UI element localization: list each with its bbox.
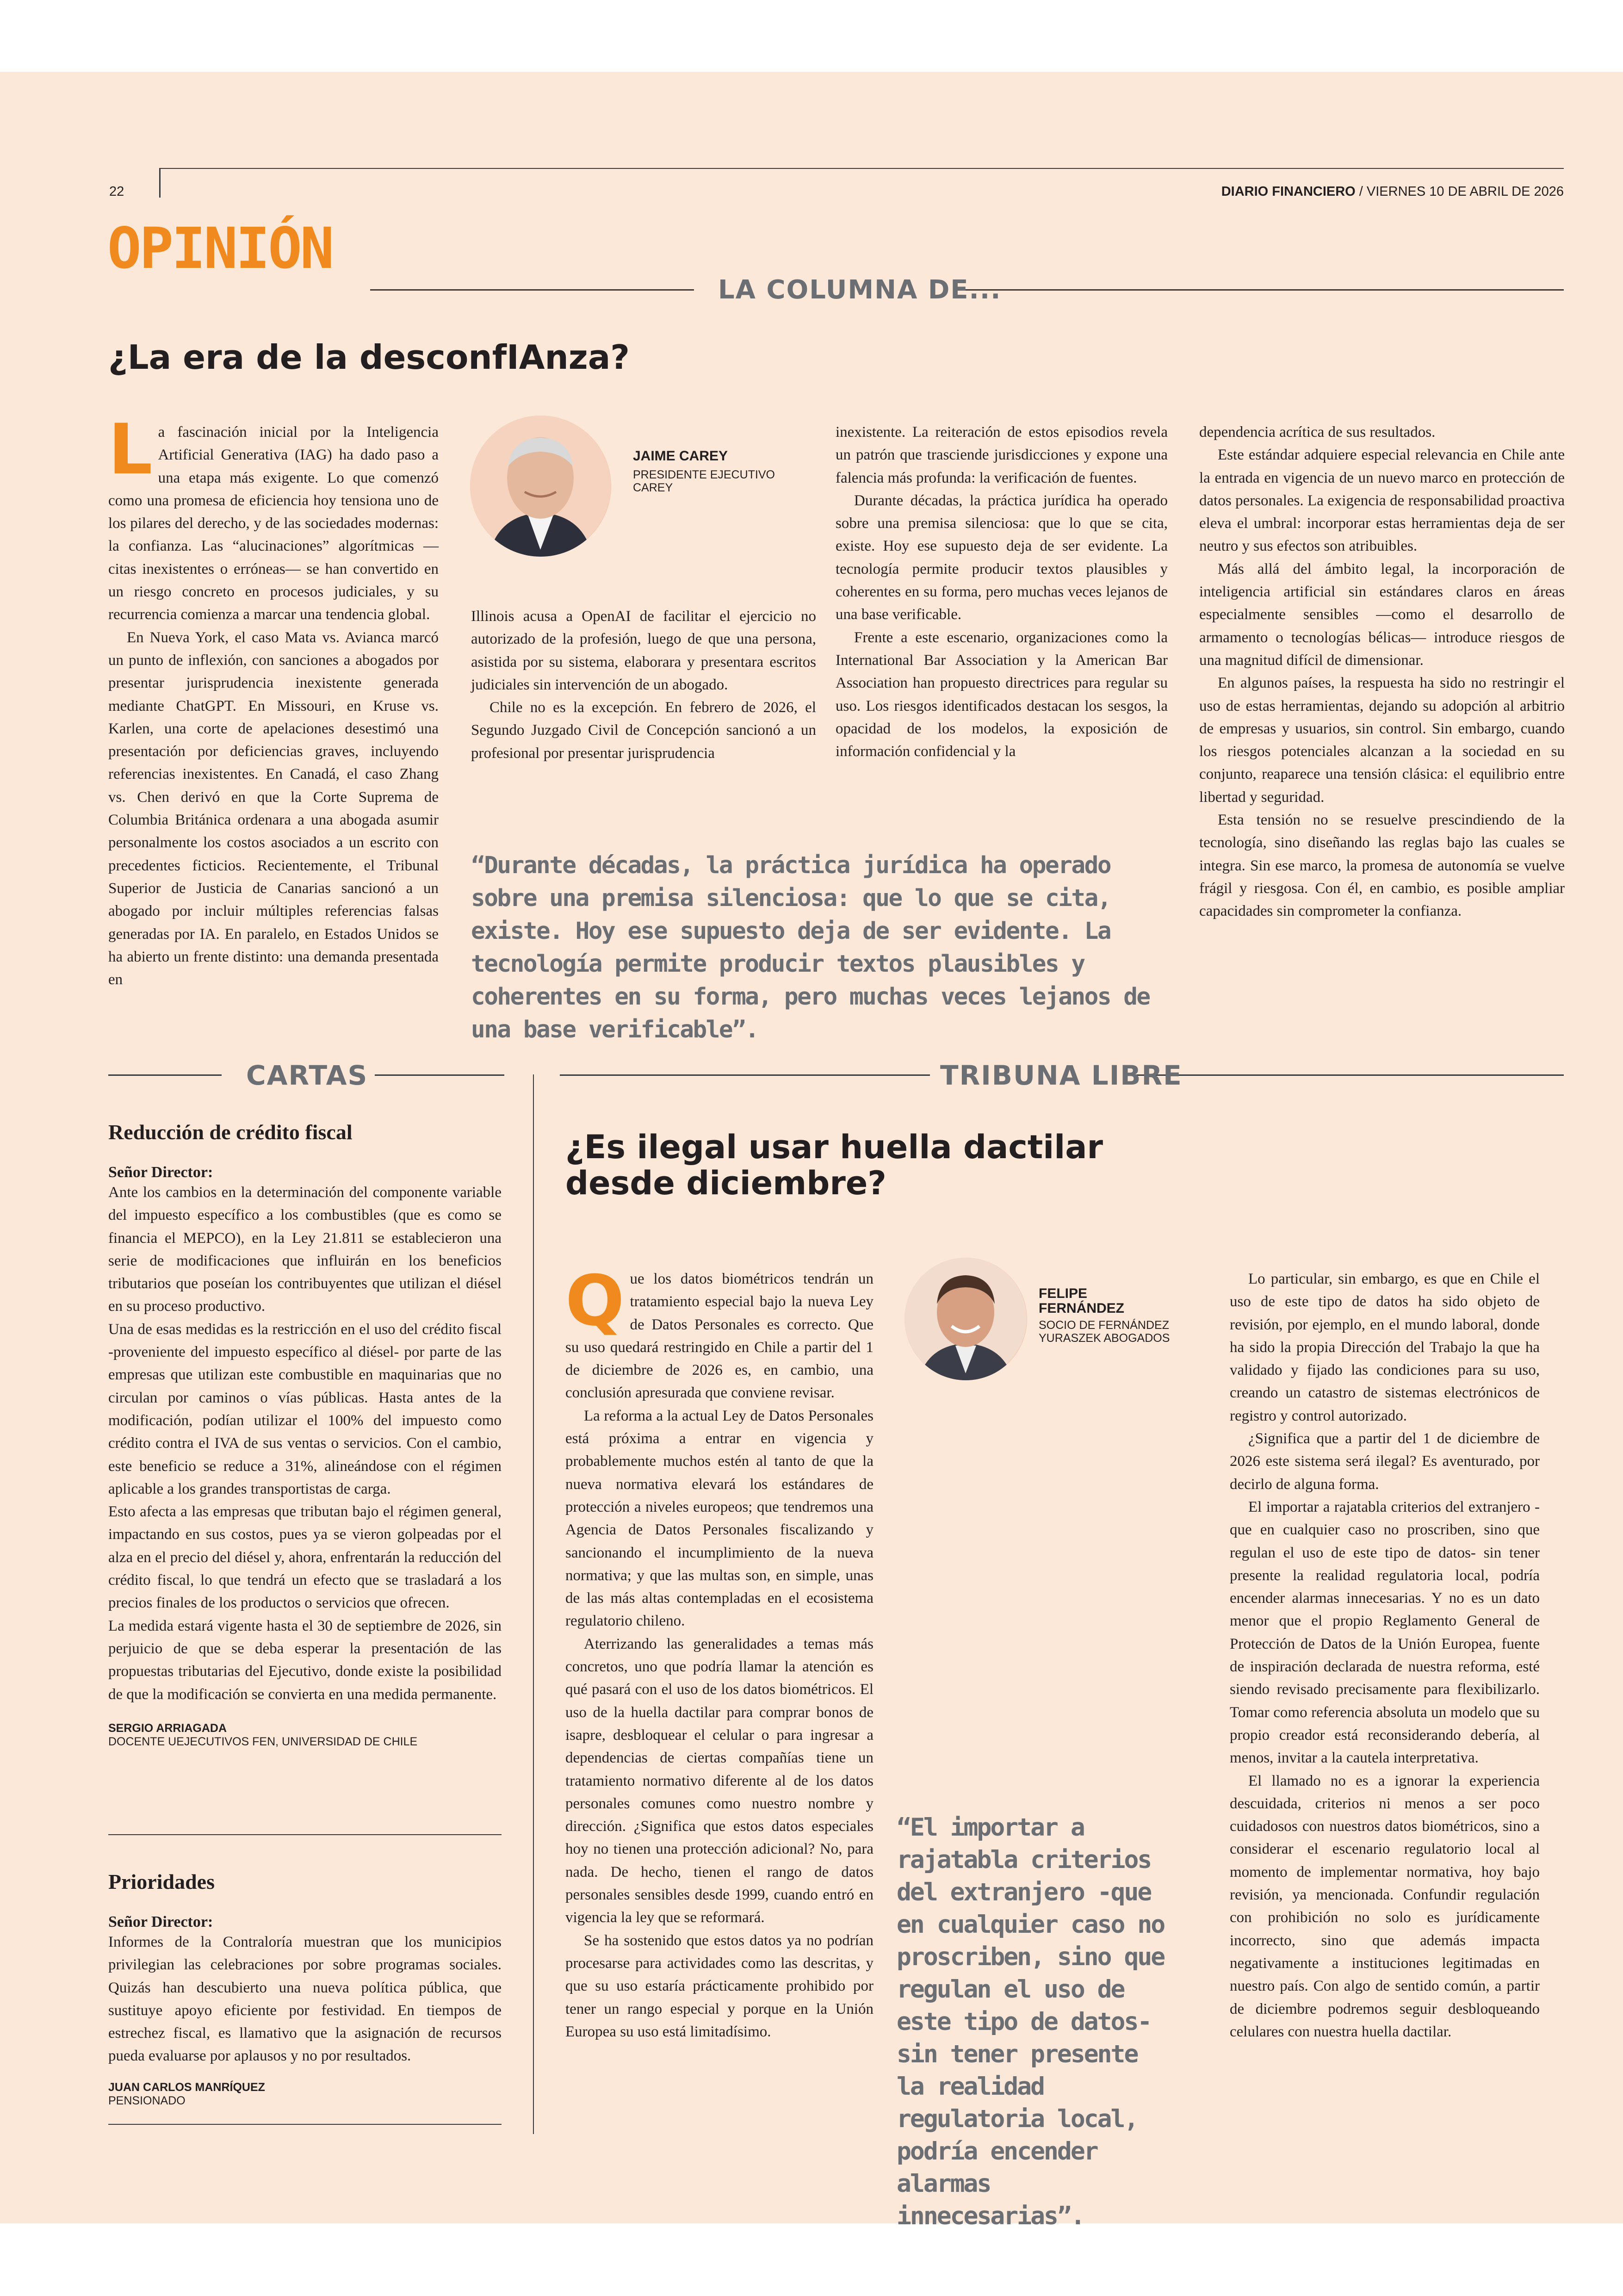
tribuna-col3-p3: El importar a rajatabla criterios del extranjero -que en cualquier caso no proscriben, sino que regulan el uso de este tipo de datos- sin tener presente la realidad regulatoria local, podría encender alarmas innecesarias. Y no es un dato menor que el propio Reglamento General de Protección de Datos de la Unión Europea, fuente de inspiración declarada de nuestra reforma, esté siendo revisado precisamente para flexibilizarlo. Tomar como referencia absoluta un modelo que su propio creador está reconsiderando debería, al menos, invitar a la cautela interpretativa. — [1230, 1498, 1540, 1767]
publication-name: DIARIO FINANCIERO — [1221, 184, 1356, 199]
columna-label: LA COLUMNA DE... — [718, 275, 1002, 305]
letter-2-signer-role: PENSIONADO — [108, 2094, 186, 2107]
letters-separator — [108, 1834, 502, 1835]
letter-1-signer: SERGIO ARRIAGADA — [108, 1721, 227, 1735]
columna-col1-p2: En Nueva York, el caso Mata vs. Avianca marcó un punto de inflexión, con sanciones a abogados por presentar jurisprudencia inexistente generada mediante ChatGPT. En Missouri, en Kruse vs. Karlen, una corte de apelaciones desestimó una presentación por deficiencias graves, incluyendo referencias inexistentes. En Canadá, el caso Zhang vs. Chen derivó en que la Corte Suprema de Columbia Británica ordenara a una abogada asumir personalmente los costos asociados a un escrito con precedentes ficticios. Recientemente, el Tribunal Superior de Justicia de Canarias sancionó a un abogado por incluir múltiples referencias falsas generadas por IA. En paralelo, en Estados Unidos se ha abierto un frente distinto: una demanda presentada en — [108, 629, 439, 988]
columna-col1 — [108, 410, 439, 1023]
tribuna-author-role-line2: YURASZEK ABOGADOS — [1039, 1332, 1170, 1345]
columna-col4-p3: Más allá del ámbito legal, la incorporación de inteligencia artificial sin estándares claros en áreas especialmente sensibles —como el desarrollo de armamento o tecnologías bélicas— introduce riesgos de una magnitud difícil de dimensionar. — [1199, 560, 1565, 669]
letter-2-body — [108, 1931, 502, 2068]
columna-col4 — [1199, 421, 1565, 923]
columna-rule-right — [958, 289, 1564, 291]
letter-2-signer: JUAN CARLOS MANRÍQUEZ — [108, 2080, 265, 2094]
tribuna-col3 — [1230, 1268, 1540, 2043]
columna-col1-p1: a fascinación inicial por la Inteligencia Artificial Generativa (IAG) ha dado paso a una etapa más exigente. Lo que comenzó como una promesa de eficiencia hoy tensiona uno de los pilares del derecho, y de las sociedades modernas: la confianza. Las “alucinaciones” algorítmicas —citas inexistentes o erróneas— se han convertido en un riesgo concreto en procesos judiciales, y su recurrencia comienza a marcar una tendencia global. — [108, 424, 439, 623]
author-photo-felipe-fernandez — [904, 1258, 1027, 1380]
tribuna-author-role — [1039, 1319, 1170, 1345]
columna-col4-p2: Este estándar adquiere especial relevancia en Chile ante la entrada en vigencia de un nuevo marco en protección de datos personales. La exigencia de responsabilidad proactiva eleva el umbral: incorporar estas herramientas deja de ser neutro y sus efectos son atribuibles. — [1199, 447, 1565, 555]
cartas-bottom-rule — [108, 2124, 502, 2125]
columna-col4-p1: dependencia acrítica de sus resultados. — [1199, 424, 1436, 441]
letter-2-title: Prioridades — [108, 1870, 215, 1893]
letter-1-p3: Esto afecta a las empresas que tributan bajo el régimen general, impactando en sus costos, pues ya se vieron golpeadas por el alza en el precio del diésel y, ahora, enfrentarán la reducción del crédito fiscal, lo que tendrá un efecto que se trasladará a los precios finales de los productos o servicios que ofrecen. — [108, 1503, 502, 1612]
author-photo-jaime-carey — [470, 416, 611, 557]
tribuna-col1-p3: Aterrizando las generalidades a temas más concretos, uno que podría llamar la atención es qué pasará con el uso de los datos biométricos. El uso de la huella dactilar para comprar bonos de isapre, desbloquear el celular o para ingresar a dependencias de ciertas compañías tiene un tratamiento normativo diferente al de los datos personales comunes como nuestro nombre y dirección. ¿Significa que estos datos especiales hoy no tienen una protección adicional? No, para nada. De hecho, tienen el rango de datos personales sensibles desde 1999, cuando entró en vigencia la ley que se reformará. — [565, 1635, 873, 1926]
author-name: JAIME CAREY — [633, 448, 728, 464]
tribuna-dropcap: Q — [565, 1261, 625, 1341]
columna-col2-p2: Chile no es la excepción. En febrero de 2026, el Segundo Juzgado Civil de Concepción sancionó a un profesional por presentar jurisprudencia — [471, 699, 816, 762]
columna-rule-left — [370, 289, 694, 291]
publication-date-line — [1221, 184, 1564, 199]
columna-pull-quote: “Durante décadas, la práctica jurídica ha operado sobre una premisa silenciosa: que lo que se cita, existe. Hoy ese supuesto deja de ser evidente. La tecnología permite producir textos plausibles y coherentes en su forma, pero muchas veces lejanos de una base verificable”. — [471, 852, 1150, 1043]
letter-1 — [108, 1120, 502, 1749]
tribuna-col1-p2: La reforma a la actual Ley de Datos Personales está próxima a entrar en vigencia y probablemente muchos estén al tanto de que la nueva normativa elevará los estándares de protección a niveles europeos; que tendremos una Agencia de Datos Personales fiscalizando y sancionando el incumplimiento de la nueva normativa; y que las multas son, en simple, unas de las más altas contempladas en el ecosistema regulatorio chileno. — [565, 1407, 873, 1630]
tribuna-author-name-line1: FELIPE — [1039, 1286, 1088, 1301]
columna-col4-p5: Esta tensión no se resuelve prescindiendo de la tecnología, sino diseñando las reglas bajo las cuales se integra. Sin ese marco, la promesa de autonomía se vuelve frágil y riesgosa. Con él, en cambio, es posible ampliar capacidades sin comprometer la confianza. — [1199, 812, 1565, 920]
columna-dropcap: L — [108, 410, 153, 490]
letter-2-salutation: Señor Director: — [108, 1913, 213, 1930]
tribuna-col3-p2: ¿Significa que a partir del 1 de diciembre de 2026 este sistema será ilegal? Es aventurado, por decirlo de alguna forma. — [1230, 1430, 1540, 1493]
tribuna-col1-p1: ue los datos biométricos tendrán un tratamiento especial bajo la nueva Ley de Datos Personales es correcto. Que su uso quedará restringido en Chile a partir del 1 de diciembre de 2026 es, en cambio, una conclusión apresurada que conviene revisar. — [565, 1271, 873, 1402]
tribuna-col3-p1: Lo particular, sin embargo, es que en Chile el uso de este tipo de datos ha sido objeto de revisión, por ejemplo, en el mundo laboral, donde ha sido la propia Dirección del Trabajo la que ha validado y fijado las condiciones para su uso, creando un catastro de sistemas electrónicos de registro y control autorizado. — [1230, 1271, 1540, 1424]
header-tick — [159, 168, 161, 198]
letter-1-salutation: Señor Director: — [108, 1164, 213, 1181]
columna-col2-p1: Illinois acusa a OpenAI de facilitar el ejercicio no autorizado de la profesión, luego de que una persona, asistida por su sistema, elaborara y presentara escritos judiciales sin intervención de un abogado. — [471, 608, 816, 693]
letter-1-signer-role: DOCENTE UEJECUTIVOS FEN, UNIVERSIDAD DE CHILE — [108, 1735, 418, 1748]
vertical-divider — [533, 1074, 534, 2134]
cartas-rule-left — [108, 1074, 222, 1076]
header-rule — [160, 168, 1564, 169]
letter-1-p1: Ante los cambios en la determinación del componente variable del impuesto específico a los combustibles (que es como se financia el MEPCO), en la Ley 21.811 se establecieron una serie de modificaciones que influirán en los beneficios tributarios que poseían los contribuyentes que utilizan el diésel en su proceso productivo. — [108, 1184, 502, 1315]
letter-1-body — [108, 1181, 502, 1706]
letter-2 — [108, 1869, 502, 2108]
cartas-rule-right — [375, 1074, 504, 1076]
tribuna-rule-left — [560, 1074, 930, 1076]
tribuna-author-name-line2: FERNÁNDEZ — [1039, 1301, 1124, 1316]
tribuna-author-role-line1: SOCIO DE FERNÁNDEZ — [1039, 1319, 1169, 1332]
columna-col2 — [471, 605, 816, 765]
cartas-label: CARTAS — [246, 1060, 368, 1091]
tribuna-title-line1: ¿Es ilegal usar huella dactilar — [565, 1128, 1103, 1166]
columna-col3-p1: inexistente. La reiteración de estos episodios revela un patrón que trasciende jurisdicciones y expone una falencia más profunda: la verificación de fuentes. — [836, 424, 1168, 486]
tribuna-pull-quote: “El importar a rajatabla criterios del extranjero -que en cualquier caso no proscriben, sino que regulan el uso de este tipo de datos- sin tener presente la realidad regulatoria local, podría encender alarmas innecesarias”. — [897, 1813, 1165, 2230]
tribuna-rule-right — [1136, 1074, 1564, 1076]
tribuna-col1-p4: Se ha sostenido que estos datos ya no podrían procesarse para actividades como las descritas, y que su uso estaría prácticamente prohibido por tener un rango especial y porque en la Unión Europea su uso está limitadísimo. — [565, 1932, 873, 2040]
columna-col4-p4: En algunos países, la respuesta ha sido no restringir el uso de estas herramientas, dejando su adopción al arbitrio de empresas y usuarios, sin control. Sin embargo, cuando los riesgos potenciales alcanzan a la sociedad en su conjunto, reaparece una tensión clásica: el equilibrio entre libertad y seguridad. — [1199, 675, 1565, 806]
columna-col3-p3: Frente a este escenario, organizaciones como la International Bar Association y la American Bar Association han propuesto directrices para regular su uso. Los riesgos identificados destacan los sesgos, la opacidad de los modelos, la exposición de información confidencial y la — [836, 629, 1168, 760]
letter-1-p2: Una de esas medidas es la restricción en el uso del crédito fiscal -proveniente del impuesto específico al diésel- por parte de las empresas que utilizan este combustible en maquinarias que no circulan por caminos o vías públicas. Hasta antes de la modificación, podían utilizar el 100% del impuesto como crédito contra el IVA de sus ventas o servicios. Con el cambio, este beneficio se reduce a 31%, alineándose con el régimen aplicable a los grandes transportistas de carga. — [108, 1321, 502, 1497]
tribuna-col1 — [565, 1261, 873, 2043]
issue-date: / VIERNES 10 DE ABRIL DE 2026 — [1359, 184, 1564, 199]
page-number: 22 — [109, 184, 124, 199]
section-title: OPINIÓN — [107, 216, 333, 281]
tribuna-title — [565, 1129, 1103, 1201]
tribuna-author-name — [1039, 1286, 1124, 1316]
letter-2-p1: Informes de la Contraloría muestran que los municipios privilegian las celebraciones por sobre programas sociales. Quizás han descubierto una nueva política pública, que sustituye apoyo eficiente por festividad. En tiempos de estrechez fiscal, es llamativo que la asignación de recursos pueda evaluarse por aplausos y no por resultados. — [108, 1934, 502, 2065]
tribuna-title-line2: desde diciembre? — [565, 1164, 886, 1202]
tribuna-label: TRIBUNA LIBRE — [940, 1060, 1183, 1091]
letter-1-title: Reducción de crédito fiscal — [108, 1120, 353, 1144]
letter-1-p4: La medida estará vigente hasta el 30 de septiembre de 2026, sin perjuicio de que se deba esperar la presentación de las propuestas tributarias del Ejecutivo, donde existe la posibilidad de que la modificación se convierta en una medida permanente. — [108, 1617, 502, 1703]
author-role: PRESIDENTE EJECUTIVO CAREY — [633, 468, 775, 494]
columna-title: ¿La era de la desconfIAnza? — [108, 338, 630, 377]
tribuna-col3-p4: El llamado no es a ignorar la experiencia descuidada, criterios ni menos a ser poco cuidadosos con nuestros datos biométricos, sino a considerar el escenario regulatorio local al momento de implementar normativa, hoy bajo revisión, ya mencionada. Confundir regulación con prohibición no solo es jurídicamente incorrecto, sino que además impacta negativamente a instituciones legitimadas en nuestro país. Con algo de sentido común, a partir de diciembre podremos seguir desbloqueando celulares con nuestra huella dactilar. — [1230, 1772, 1540, 2040]
columna-col3-p2: Durante décadas, la práctica jurídica ha operado sobre una premisa silenciosa: que lo que se cita, existe. Hoy ese supuesto deja de ser evidente. La tecnología permite producir textos plausibles y coherentes en su forma, pero muchas veces lejanos de una base verificable. — [836, 492, 1168, 623]
columna-col3 — [836, 421, 1168, 763]
